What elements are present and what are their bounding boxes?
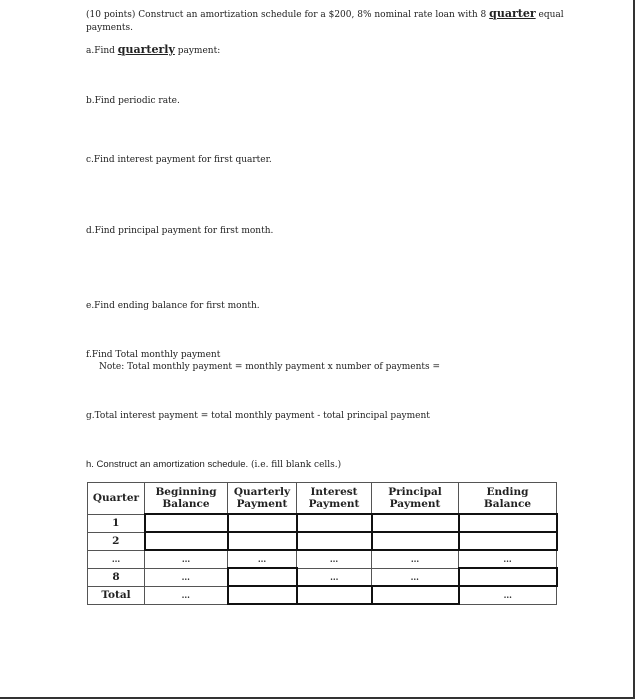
question-intro-line2: payments. [86, 23, 133, 33]
question-c: c.Find interest payment for first quarter. [86, 155, 272, 165]
header-text: Quarterly [233, 486, 291, 498]
blank-cell[interactable] [297, 532, 372, 550]
blank-cell[interactable] [228, 586, 297, 604]
cell: ... [372, 568, 459, 586]
header-text: Quarter [92, 492, 140, 505]
cell: ... [145, 568, 228, 586]
table-row [88, 586, 557, 604]
question-g: g.Total interest payment = total monthly payment - total principal payment [86, 411, 430, 421]
question-d: d.Find principal payment for first month. [86, 226, 274, 236]
header-text: Balance [162, 498, 210, 510]
row-label: 1 [88, 514, 145, 532]
question-f: f.Find Total monthly payment [86, 350, 221, 360]
blank-cell[interactable] [228, 568, 297, 586]
blank-cell[interactable] [459, 514, 557, 532]
header-text: Interest [310, 486, 358, 498]
question-f-note: Note: Total monthly payment = monthly payment x number of payments = [99, 362, 441, 372]
column-header [228, 483, 297, 515]
table-row [88, 550, 557, 568]
blank-cell[interactable] [372, 532, 459, 550]
question-intro: (10 points) Construct an amortization schedule for a $200, 8% nominal rate loan with 8 quarter equal [86, 7, 564, 20]
header-text: Payment [389, 498, 441, 510]
header-text: Beginning [155, 486, 217, 498]
row-label: ... [88, 550, 145, 568]
column-header [297, 483, 372, 515]
cell: ... [145, 586, 228, 604]
question-h: h. Construct an amortization schedule. (i.e. fill blank cells.) [86, 459, 342, 470]
amortization-table [87, 482, 558, 605]
header-text: Principal [388, 486, 442, 498]
header-text: Balance [483, 498, 532, 510]
cell: ... [459, 586, 557, 604]
column-header [145, 483, 228, 515]
blank-cell[interactable] [228, 514, 297, 532]
column-header [372, 483, 459, 515]
column-header [459, 483, 557, 515]
table-row [88, 532, 557, 550]
row-label: Total [88, 586, 145, 604]
header-text: Payment [308, 498, 360, 510]
blank-cell[interactable] [145, 514, 228, 532]
blank-cell[interactable] [145, 532, 228, 550]
blank-cell[interactable] [459, 568, 557, 586]
cell: ... [228, 550, 297, 568]
blank-cell[interactable] [372, 586, 459, 604]
cell: ... [145, 550, 228, 568]
row-label: 2 [88, 532, 145, 550]
column-header [88, 483, 145, 515]
question-e: e.Find ending balance for first month. [86, 301, 260, 311]
question-a: a.Find quarterly payment: [86, 43, 221, 56]
blank-cell[interactable] [228, 532, 297, 550]
header-text: Ending [486, 486, 529, 498]
cell: ... [297, 550, 372, 568]
table-row [88, 514, 557, 532]
blank-cell[interactable] [459, 532, 557, 550]
cell: ... [372, 550, 459, 568]
cell: ... [459, 550, 557, 568]
table-row [88, 568, 557, 586]
cell: ... [297, 568, 372, 586]
row-label: 8 [88, 568, 145, 586]
question-b: b.Find periodic rate. [86, 96, 180, 106]
blank-cell[interactable] [297, 514, 372, 532]
blank-cell[interactable] [297, 586, 372, 604]
blank-cell[interactable] [372, 514, 459, 532]
header-text: Payment [236, 498, 288, 510]
